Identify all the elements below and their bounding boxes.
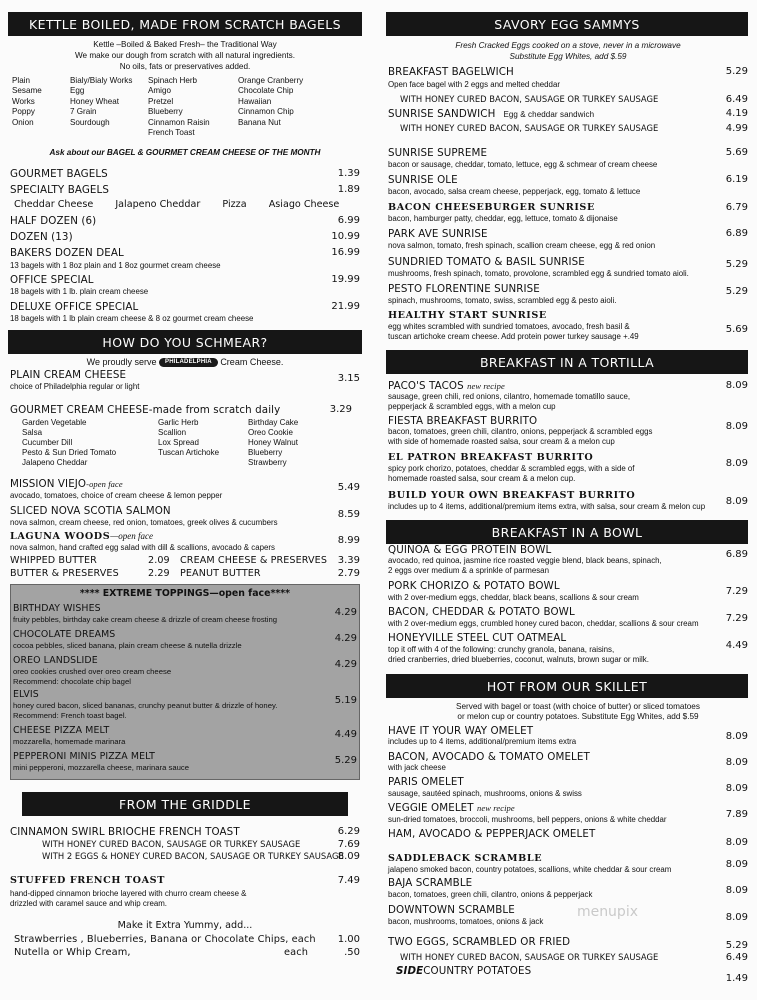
item-desc: bacon, tomatoes, green chili, cilantro, onions & pepperjack (388, 890, 593, 899)
item-price: 7.29 (725, 613, 748, 624)
option-name: WITH HONEY CURED BACON, SAUSAGE OR TURKEY SAUSAGE (400, 123, 659, 133)
flavor: Works (12, 96, 35, 106)
gcc-col-3 (248, 418, 298, 467)
item-name: Nutella or Whip Cream, (14, 947, 131, 958)
skillet-intro-2: or melon cup or country potatoes. Substitute Egg Whites, add $.59 (457, 712, 699, 721)
name-text: SUNRISE SANDWICH (388, 108, 496, 120)
flavor: Blueberry (148, 107, 183, 117)
flavor: Salsa (22, 427, 43, 437)
item-desc: bacon, hamburger patty, cheddar, egg, lettuce, tomato & dijonaise (388, 214, 618, 223)
item-price: 19.99 (331, 274, 360, 285)
item-name: OREO LANDSLIDE (13, 655, 98, 666)
item-price: 6.99 (337, 215, 360, 226)
item-price: 10.99 (331, 231, 360, 242)
item-name (10, 478, 123, 490)
flavor: Cinnamon Chip (238, 107, 294, 117)
flavor: Lox Spread (158, 437, 199, 447)
item-name: PEPPERONI MINIS PIZZA MELT (13, 751, 155, 762)
flavor: Bialy/Bialy Works (70, 76, 133, 85)
item-price: 8.09 (725, 885, 748, 896)
intro-text: We proudly serve (86, 357, 157, 367)
item-price: 8.09 (725, 859, 748, 870)
option-price: 6.49 (725, 952, 748, 963)
item-name: CHOCOLATE DREAMS (13, 629, 116, 640)
item-price: 3.15 (337, 373, 360, 384)
flavor-col-3 (148, 76, 210, 138)
item-name: PESTO FLORENTINE SUNRISE (388, 283, 540, 295)
item-price: 4.19 (725, 108, 748, 119)
item-tag: new recipe (467, 381, 505, 391)
bagels-intro-3: No oils, fats or preservatives added. (119, 62, 251, 71)
flavor: Egg (70, 86, 85, 96)
item-desc: with 2 over-medium eggs, cheddar, black beans, scallions & sour cream (388, 593, 639, 602)
item-name: WHIPPED BUTTER (10, 555, 97, 566)
item-price: 8.09 (725, 496, 748, 507)
item-each: each (284, 947, 309, 958)
item-desc: bacon, tomatoes, green chili, cilantro, onions, pepperjack & scrambled eggs (388, 427, 653, 436)
item-name: CINNAMON SWIRL BRIOCHE FRENCH TOAST (10, 826, 240, 838)
item-name: SLICED NOVA SCOTIA SALMON (10, 505, 171, 517)
name-text: COUNTRY POTATOES (423, 965, 532, 977)
item-desc: bacon or sausage, cheddar, tomato, lettuce, egg & schmear of cream cheese (388, 160, 658, 169)
item-price: 5.29 (725, 259, 748, 270)
item-desc: oreo cookies crushed over oreo cream cheese (13, 667, 172, 676)
item-name: FIESTA BREAKFAST BURRITO (388, 415, 538, 427)
schmear-header: HOW DO YOU SCHMEAR? (8, 330, 362, 354)
flavor: Hawaiian (238, 96, 272, 106)
griddle-header: FROM THE GRIDDLE (22, 792, 348, 816)
item-price: 4.29 (334, 633, 357, 644)
egg-intro-2: Substitute Egg Whites, add $.59 (509, 52, 627, 61)
flavor: Blueberry (248, 447, 283, 457)
specialty-flavor: Jalapeno Cheddar (115, 199, 201, 210)
item-name: HONEYVILLE STEEL CUT OATMEAL (388, 632, 567, 644)
option-price: 4.99 (725, 123, 748, 134)
item-price: 4.49 (334, 729, 357, 740)
item-desc: sausage, green chili, red onions, cilantro, homemade tomatillo sauce, (388, 392, 631, 401)
item-name (396, 965, 531, 977)
name-text: LAGUNA WOODS (10, 531, 111, 542)
item-name: PARIS OMELET (388, 776, 464, 788)
flavor-col-2 (70, 76, 132, 128)
item-price: 3.39 (337, 555, 360, 566)
item-name: DOZEN (13) (10, 231, 73, 243)
flavor: Plain (12, 76, 30, 85)
item-name: SADDLEBACK SCRAMBLE (388, 853, 543, 864)
item-price: 8.09 (725, 458, 748, 469)
item-name: OFFICE SPECIAL (10, 274, 94, 286)
extra-yummy-title: Make it Extra Yummy, add... (117, 920, 253, 931)
item-name: BACON CHEESEBURGER SUNRISE (388, 202, 595, 213)
flavor: Sourdough (70, 117, 110, 127)
philadelphia-logo: PHILADELPHIA (159, 358, 218, 367)
bowl-header: BREAKFAST IN A BOWL (386, 520, 748, 544)
flavor: Chocolate Chip (238, 86, 294, 96)
item-desc: bacon, avocado, salsa cream cheese, pepperjack, egg, tomato & lettuce (388, 187, 641, 196)
flavor: Amigo (148, 86, 171, 96)
item-name: Strawberries , Blueberries, Banana or Chocolate Chips, each (14, 934, 316, 945)
item-desc: dried cranberries, dried blueberries, coconut, walnuts, brown sugar or milk. (388, 655, 649, 664)
flavor: Poppy (12, 107, 35, 117)
specialty-list (14, 199, 339, 210)
item-name (388, 380, 505, 392)
item-price: 5.29 (725, 940, 748, 951)
flavor: 7 Grain (70, 107, 97, 117)
item-price: 5.69 (725, 147, 748, 158)
flavor: Cinnamon Raisin (148, 117, 210, 127)
item-price: 6.79 (725, 202, 748, 213)
item-price: 6.19 (725, 174, 748, 185)
tortilla-header: BREAKFAST IN A TORTILLA (386, 350, 748, 374)
item-tag: —open face (110, 531, 153, 541)
egg-sammys-header: SAVORY EGG SAMMYS (386, 12, 748, 36)
item-price: 7.29 (725, 586, 748, 597)
item-name: BACON, AVOCADO & TOMATO OMELET (388, 751, 590, 763)
flavor: Sesame (12, 86, 42, 96)
item-name: SPECIALTY BAGELS (10, 184, 109, 196)
item-desc: hand-dipped cinnamon brioche layered with churro cream cheese & (10, 889, 247, 898)
item-desc: nova salmon, tomato, fresh spinach, scallion cream cheese, egg & red onion (388, 241, 656, 250)
item-price: 8.09 (725, 912, 748, 923)
item-desc: tuscan artichoke cream cheese. Add protein power turkey sausage +.49 (388, 332, 639, 341)
flavor: Spinach Herb (148, 76, 198, 85)
item-price: 1.49 (725, 973, 748, 984)
item-desc: egg whites scrambled with sundried tomatoes, avocado, fresh basil & (388, 322, 630, 331)
option-price: 6.49 (725, 94, 748, 105)
flavor: Banana Nut (238, 117, 281, 127)
item-price: 8.09 (725, 783, 748, 794)
flavor-col-1 (12, 76, 42, 128)
flavor: Birthday Cake (248, 418, 299, 427)
item-name: BAKERS DOZEN DEAL (10, 247, 124, 259)
item-desc: fruity pebbles, birthday cake cream cheese & drizzle of cream cheese frosting (13, 615, 278, 624)
item-desc: mozzarella, homemade marinara (13, 737, 126, 746)
item-desc: 13 bagels with 1 8oz plain and 1 8oz gourmet cream cheese (10, 261, 221, 270)
flavor: Oreo Cookie (248, 427, 293, 437)
item-name: HAM, AVOCADO & PEPPERJACK OMELET (388, 828, 596, 840)
watermark: menupix (576, 904, 638, 920)
item-price: 3.29 (329, 404, 352, 415)
item-price: 2.79 (337, 568, 360, 579)
item-name: BIRTHDAY WISHES (13, 603, 101, 614)
flavor: Honey Wheat (70, 96, 120, 106)
flavor: French Toast (148, 127, 195, 137)
intro-text: Cream Cheese. (220, 357, 284, 367)
item-name: CHEESE PIZZA MELT (13, 725, 110, 736)
item-desc: jalapeno smoked bacon, country potatoes, scallions, white cheddar & sour cream (388, 865, 672, 874)
extreme-toppings-box (10, 584, 360, 780)
item-desc: mushrooms, fresh spinach, tomato, provolone, scrambled egg & sundried tomato aioli. (388, 269, 689, 278)
item-desc: sausage, sautéed spinach, mushrooms, onions & swiss (388, 789, 582, 798)
item-desc: with 2 over-medium eggs, crumbled honey cured bacon, cheddar, scallions & sour cream (388, 619, 699, 628)
option-price: 8.09 (337, 851, 360, 862)
option-name: WITH HONEY CURED BACON, SAUSAGE OR TURKEY SAUSAGE (400, 94, 659, 104)
item-name: BREAKFAST BAGELWICH (388, 66, 514, 78)
bagels-intro-2: We make our dough from scratch with all natural ingredients. (74, 51, 296, 60)
name-text: PACO'S TACOS (388, 380, 464, 392)
item-name: GOURMET BAGELS (10, 168, 108, 180)
item-desc: avocado, red quinoa, jasmine rice roasted veggie blend, black beans, spinach, (388, 556, 662, 565)
gcc-col-1 (22, 418, 116, 467)
item-price: 7.49 (337, 875, 360, 886)
flavor: Pretzel (148, 96, 174, 106)
right-column (386, 0, 750, 1000)
item-price: 5.19 (334, 695, 357, 706)
item-price: 21.99 (331, 301, 360, 312)
item-desc: includes up to 4 items, additional/premium items extra (388, 737, 577, 746)
flavor-col-4 (238, 76, 303, 128)
item-desc: bacon, mushrooms, tomatoes, onions & jack (388, 917, 544, 926)
flavor: Garden Vegetable (22, 418, 87, 427)
option-name: WITH HONEY CURED BACON, SAUSAGE OR TURKEY SAUSAGE (400, 952, 659, 962)
item-name: DOWNTOWN SCRAMBLE (388, 904, 515, 916)
flavor: Honey Walnut (248, 437, 298, 447)
item-name: PEANUT BUTTER (180, 568, 261, 579)
item-desc: with side of homemade roasted salsa, sour cream & a melon cup (388, 437, 615, 446)
item-name: PARK AVE SUNRISE (388, 228, 488, 240)
egg-intro-1: Fresh Cracked Eggs cooked on a stove, never in a microwave (455, 41, 681, 50)
item-price: 8.09 (725, 837, 748, 848)
option-name: WITH 2 EGGS & HONEY CURED BACON, SAUSAGE OR TURKEY SAUSAGE (42, 851, 344, 861)
item-price: 4.29 (334, 659, 357, 670)
item-price: 2.09 (148, 555, 170, 566)
name-text: VEGGIE OMELET (388, 802, 474, 814)
item-desc: 18 bagels with 1 lb. plain cream cheese (10, 287, 149, 296)
item-desc: nova salmon, hand crafted egg salad with dill & scallions, avocado & capers (10, 543, 275, 552)
bagel-flavors (10, 76, 360, 140)
item-name: BUILD YOUR OWN BREAKFAST BURRITO (388, 490, 636, 501)
extreme-title: **** EXTREME TOPPINGS—open face**** (79, 588, 291, 599)
schmear-intro (8, 357, 362, 367)
flavor: Onion (12, 117, 34, 127)
item-name: STUFFED FRENCH TOAST (10, 875, 165, 886)
item-desc: 18 bagels with 1 lb plain cream cheese & 8 oz gourmet cream cheese (10, 314, 254, 323)
item-price: 5.29 (334, 755, 357, 766)
specialty-flavor: Pizza (222, 199, 247, 210)
item-desc: spicy pork chorizo, potatoes, cheddar & scrambled eggs, with a side of (388, 464, 635, 473)
flavor: Jalapeno Cheddar (22, 457, 88, 467)
specialty-flavor: Asiago Cheese (268, 199, 340, 210)
bagels-intro-1: Kettle –Boiled & Baked Fresh– the Traditional Way (93, 40, 277, 49)
item-tag: new recipe (477, 803, 515, 813)
flavor: Tuscan Artichoke (158, 447, 220, 457)
item-desc: includes up to 4 items, additional/premium items extra, with salsa, sour cream & melon cup (388, 502, 706, 511)
item-recommend: Recommend: chocolate chip bagel (13, 677, 131, 686)
item-name: GOURMET CREAM CHEESE-made from scratch daily (10, 404, 281, 416)
item-name: TWO EGGS, SCRAMBLED OR FRIED (388, 936, 571, 948)
item-name: ELVIS (13, 689, 39, 700)
option-name: WITH HONEY CURED BACON, SAUSAGE OR TURKEY SAUSAGE (42, 839, 301, 849)
item-price: 8.09 (725, 380, 748, 391)
option-price: 7.69 (337, 839, 360, 850)
item-desc: choice of Philadelphia regular or light (10, 382, 140, 391)
item-desc: spinach, mushrooms, tomato, swiss, scrambled egg & pesto aioli. (388, 296, 617, 305)
item-price: 8.09 (725, 731, 748, 742)
side-label: SIDE (396, 965, 424, 977)
item-desc: avocado, tomatoes, choice of cream cheese & lemon pepper (10, 491, 223, 500)
item-desc: homemade roasted salsa, sour cream & a melon cup. (388, 474, 576, 483)
flavor: Scallion (158, 427, 187, 437)
item-desc: cocoa pebbles, sliced banana, plain cream cheese & nutella drizzle (13, 641, 242, 650)
item-name: PORK CHORIZO & POTATO BOWL (388, 580, 560, 592)
flavor: Orange Cranberry (238, 76, 304, 85)
item-name (388, 108, 594, 120)
flavor: Cucumber Dill (22, 437, 73, 447)
item-name: PLAIN CREAM CHEESE (10, 369, 127, 381)
item-name: DELUXE OFFICE SPECIAL (10, 301, 139, 313)
item-name: SUNRISE SUPREME (388, 147, 488, 159)
item-price: 5.69 (725, 324, 748, 335)
item-price: 1.89 (337, 184, 360, 195)
item-desc: 2 eggs over medium & a sprinkle of parmesan (388, 566, 549, 575)
item-price: 1.00 (337, 934, 360, 945)
item-price: 4.29 (334, 607, 357, 618)
item-price: 5.29 (725, 66, 748, 77)
item-desc: honey cured bacon, sliced bananas, crunchy peanut butter & drizzle of honey. (13, 701, 278, 710)
item-name: EL PATRON BREAKFAST BURRITO (388, 452, 594, 463)
item-price: 16.99 (331, 247, 360, 258)
item-price: 6.89 (725, 228, 748, 239)
item-tag: Egg & cheddar sandwich (503, 110, 595, 119)
specialty-flavor: Cheddar Cheese (14, 199, 94, 210)
skillet-header: HOT FROM OUR SKILLET (386, 674, 748, 698)
item-price: 2.29 (148, 568, 170, 579)
item-tag: -open face (86, 479, 123, 489)
item-price: 8.09 (725, 757, 748, 768)
item-price: 6.89 (725, 549, 748, 560)
left-column (8, 0, 362, 1000)
item-desc: with jack cheese (388, 763, 446, 772)
item-price: .50 (344, 947, 360, 958)
flavor: Garlic Herb (158, 418, 199, 427)
item-name: BAJA SCRAMBLE (388, 877, 473, 889)
item-name: HALF DOZEN (6) (10, 215, 97, 227)
item-price: 5.29 (725, 286, 748, 297)
item-name: SUNDRIED TOMATO & BASIL SUNRISE (388, 256, 585, 268)
item-desc: sun-dried tomatoes, broccoli, mushrooms, bell peppers, onions & white cheddar (388, 815, 667, 824)
item-name: HEALTHY START SUNRISE (388, 310, 547, 321)
item-name: CREAM CHEESE & PRESERVES (180, 555, 328, 566)
bagel-of-month-note: Ask about our BAGEL & GOURMET CREAM CHEESE OF THE MONTH (49, 148, 321, 157)
item-desc: pepperjack & scrambled eggs, with a melon cup (388, 402, 556, 411)
flavor: Pesto & Sun Dried Tomato (22, 447, 117, 457)
item-desc: nova salmon, cream cheese, red onion, tomatoes, greek olives & cucumbers (10, 518, 278, 527)
skillet-intro-1: Served with bagel or toast (with choice of butter) or sliced tomatoes (456, 702, 700, 711)
item-price: 8.99 (337, 535, 360, 546)
item-desc: mini pepperoni, mozzarella cheese, marinara sauce (13, 763, 190, 772)
item-price: 5.49 (337, 482, 360, 493)
item-price: 6.29 (337, 826, 360, 837)
item-name: SUNRISE OLE (388, 174, 458, 186)
item-price: 4.49 (725, 640, 748, 651)
item-price: 8.59 (337, 509, 360, 520)
gourmet-cc-flavors (16, 418, 356, 472)
item-price: 7.89 (725, 809, 748, 820)
item-price: 8.09 (725, 421, 748, 432)
item-name (388, 802, 515, 814)
item-name (10, 531, 153, 542)
item-price: 1.39 (337, 168, 360, 179)
name-text: MISSION VIEJO (10, 478, 87, 490)
bagels-header: KETTLE BOILED, MADE FROM SCRATCH BAGELS (8, 12, 362, 36)
item-name: BUTTER & PRESERVES (10, 568, 119, 579)
item-name: HAVE IT YOUR WAY OMELET (388, 725, 534, 737)
flavor: Strawberry (248, 457, 287, 467)
item-desc: Open face bagel with 2 eggs and melted cheddar (388, 80, 560, 89)
item-desc: top it off with 4 of the following: crunchy granola, banana, raisins, (388, 645, 615, 654)
item-name: QUINOA & EGG PROTEIN BOWL (388, 544, 552, 556)
gcc-col-2 (158, 418, 219, 458)
item-desc: drizzled with caramel sauce and whip cream. (10, 899, 168, 908)
item-name: BACON, CHEDDAR & POTATO BOWL (388, 606, 575, 618)
item-recommend: Recommend: French toast bagel. (13, 711, 127, 720)
